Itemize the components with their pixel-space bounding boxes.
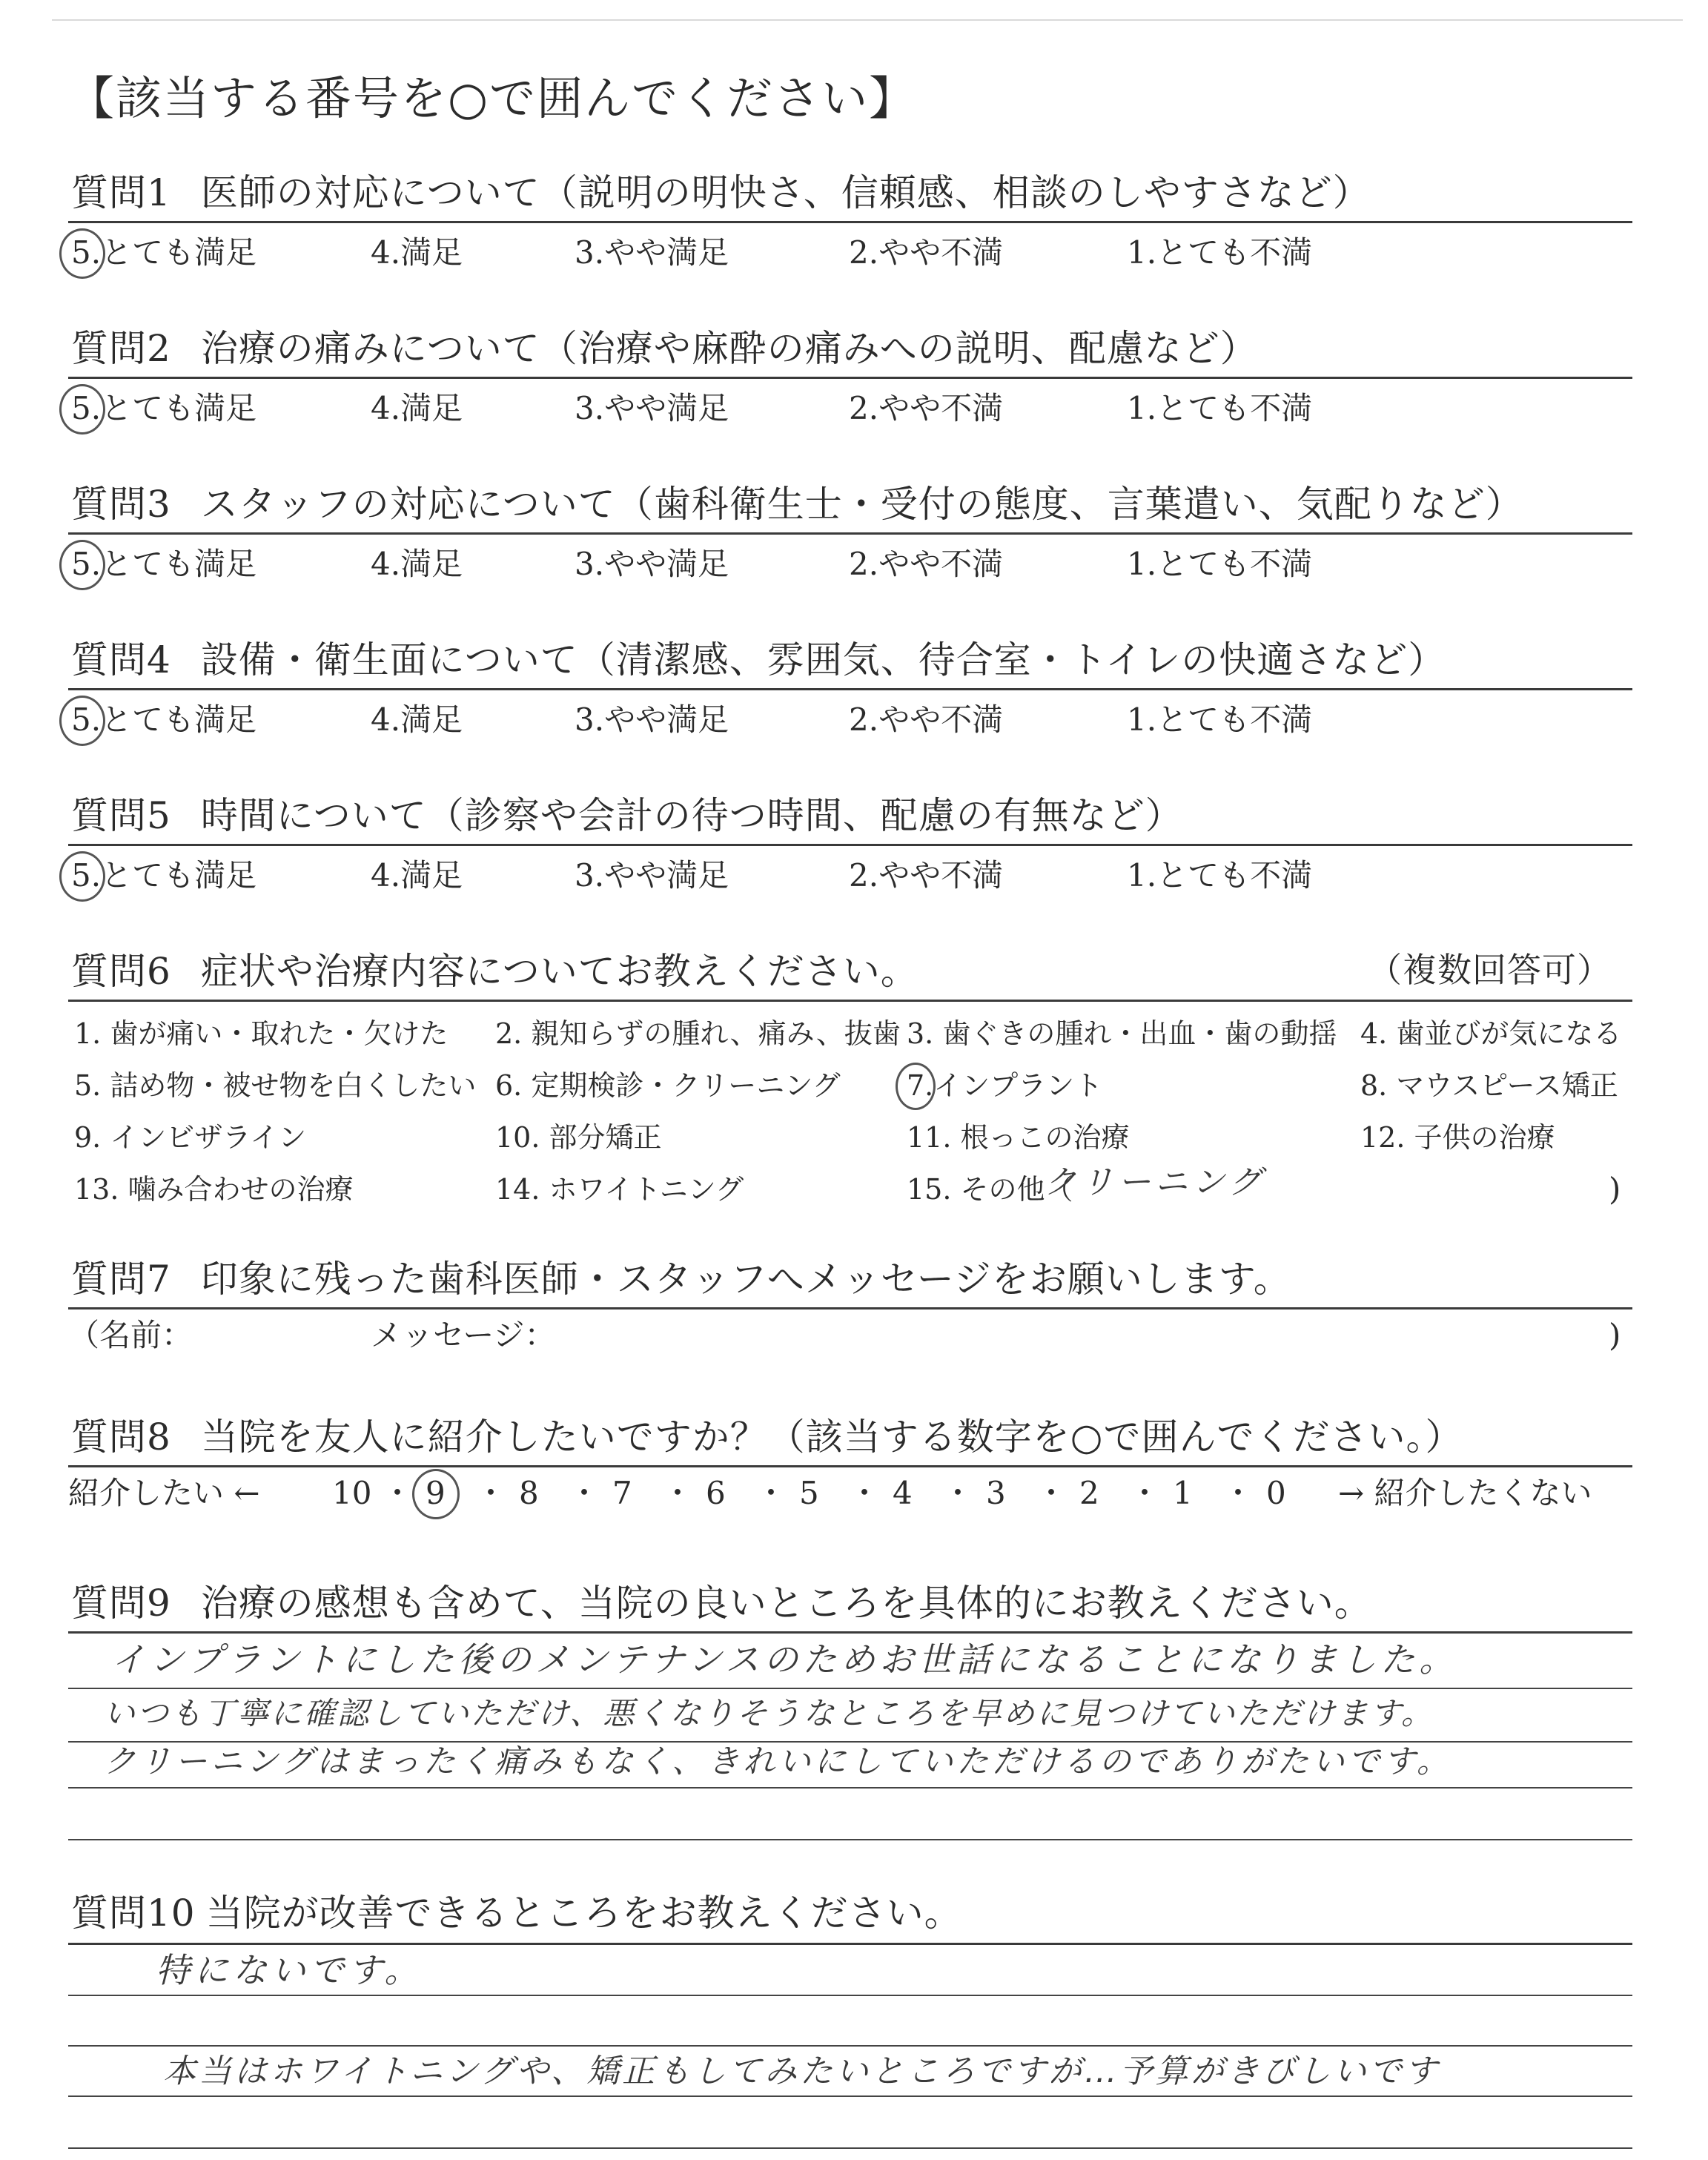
- q8-scale-3[interactable]: 3: [986, 1475, 1006, 1511]
- q4-option-5[interactable]: 5.とても満足: [71, 701, 257, 738]
- q9-number: 質問9: [71, 1582, 171, 1625]
- q1-option-5[interactable]: 5.とても満足: [71, 234, 257, 271]
- q6-option-8[interactable]: 8. マウスピース矯正: [1360, 1069, 1618, 1102]
- q1-rule: [68, 221, 1632, 223]
- q10-line-3: [68, 2095, 1632, 2097]
- q8-scale-8[interactable]: 8: [519, 1475, 539, 1511]
- q10-title: [71, 1892, 962, 1935]
- q10-answer-line-1: 特にないです。: [156, 1950, 423, 1990]
- q6-option-3[interactable]: 3. 歯ぐきの腫れ・出血・歯の動揺: [907, 1017, 1337, 1050]
- q10-rule: [68, 1943, 1632, 1945]
- q9-text: 治療の感想も含めて、当院の良いところを具体的にお教えください。: [200, 1582, 1372, 1625]
- q1-selected-circle: [59, 228, 105, 279]
- q6-option-5[interactable]: 5. 詰め物・被せ物を白くしたい: [74, 1069, 477, 1102]
- q8-scale-separator: ・: [942, 1475, 974, 1511]
- page-header: 【該当する番号を○で囲んでください】: [68, 71, 917, 125]
- q2-option-4[interactable]: 4.満足: [371, 390, 463, 426]
- q3-option-5[interactable]: 5.とても満足: [71, 546, 257, 582]
- q5-selected-circle: [59, 851, 105, 902]
- q1-title: [71, 171, 1371, 214]
- q2-option-2[interactable]: 2.やや不満: [849, 390, 1004, 426]
- q3-option-3[interactable]: 3.やや満足: [575, 546, 729, 582]
- q6-option-1[interactable]: 1. 歯が痛い・取れた・欠けた: [74, 1017, 448, 1050]
- q6-option-10[interactable]: 10. 部分矯正: [495, 1121, 662, 1154]
- q9-line-4: [68, 1839, 1632, 1840]
- q7-text: 印象に残った歯科医師・スタッフへメッセージをお願いします。: [200, 1258, 1291, 1301]
- q3-text: スタッフの対応について（歯科衛生士・受付の態度、言葉遣い、気配りなど）: [200, 483, 1523, 526]
- q8-scale-separator: ・: [849, 1475, 881, 1511]
- q7-name-label: （名前：: [68, 1317, 193, 1353]
- q8-scale-2[interactable]: 2: [1079, 1475, 1099, 1511]
- q2-selected-circle: [59, 384, 105, 435]
- q6-text: 症状や治療内容についてお教えください。: [200, 950, 918, 993]
- q6-other-handwritten: クリーニング: [1044, 1163, 1266, 1201]
- q6-option-12[interactable]: 12. 子供の治療: [1360, 1121, 1555, 1154]
- q3-option-4[interactable]: 4.満足: [371, 546, 463, 582]
- q9-answer-line-2: いつも丁寧に確認していただけ、悪くなりそうなところを早めに見つけていただけます。: [104, 1695, 1434, 1731]
- q8-number: 質問8: [71, 1416, 171, 1459]
- q6-note: （複数回答可）: [1368, 950, 1612, 990]
- q3-option-1[interactable]: 1.とても不満: [1127, 546, 1313, 582]
- q6-option-14[interactable]: 14. ホワイトニング: [495, 1173, 744, 1206]
- q9-answer-line-3: クリーニングはまったく痛みもなく、きれいにしていただけるのでありがたいです。: [104, 1743, 1452, 1780]
- q8-scale-9[interactable]: 9: [426, 1475, 446, 1511]
- q5-number: 質問5: [71, 794, 171, 837]
- q8-rule: [68, 1465, 1632, 1467]
- q6-option-7[interactable]: 7.インプラント: [907, 1069, 1103, 1102]
- q4-number: 質問4: [71, 638, 171, 681]
- q3-option-2[interactable]: 2.やや不満: [849, 546, 1004, 582]
- q6-option-6[interactable]: 6. 定期検診・クリーニング: [495, 1069, 841, 1102]
- q2-number: 質問2: [71, 327, 171, 370]
- q5-text: 時間について（診察や会計の待つ時間、配慮の有無など）: [200, 794, 1183, 837]
- q10-line-4: [68, 2147, 1632, 2149]
- q5-option-3[interactable]: 3.やや満足: [575, 857, 729, 894]
- q4-option-1[interactable]: 1.とても不満: [1127, 701, 1313, 738]
- q8-scale-4[interactable]: 4: [893, 1475, 913, 1511]
- q8-title: [71, 1416, 1463, 1459]
- q8-scale-10[interactable]: 10: [332, 1475, 372, 1511]
- q9-rule: [68, 1631, 1632, 1634]
- q10-line-2: [68, 2045, 1632, 2047]
- q9-title: [71, 1582, 1372, 1625]
- q8-scale-separator: ・: [569, 1475, 600, 1511]
- q7-message-label: メッセージ：: [371, 1317, 556, 1353]
- q9-answer-line-1: インプラントにした後のメンテナンスのためお世話になることになりました。: [111, 1639, 1458, 1680]
- q4-option-4[interactable]: 4.満足: [371, 701, 463, 738]
- q2-option-5[interactable]: 5.とても満足: [71, 390, 257, 426]
- q2-text: 治療の痛みについて（治療や麻酔の痛みへの説明、配慮など）: [200, 327, 1258, 370]
- q10-number: 質問10: [71, 1892, 196, 1935]
- q8-scale-6[interactable]: 6: [706, 1475, 726, 1511]
- q5-option-5[interactable]: 5.とても満足: [71, 857, 257, 894]
- q8-right-label: → 紹介したくない: [1338, 1475, 1592, 1511]
- q8-scale-separator: ・: [662, 1475, 694, 1511]
- q6-rule: [68, 1000, 1632, 1002]
- q6-option-11[interactable]: 11. 根っこの治療: [907, 1121, 1130, 1154]
- q5-title: [71, 794, 1183, 837]
- q4-title: [71, 638, 1446, 681]
- q4-selected-circle: [59, 696, 105, 746]
- q2-option-3[interactable]: 3.やや満足: [575, 390, 729, 426]
- q4-option-3[interactable]: 3.やや満足: [575, 701, 729, 738]
- q1-number: 質問1: [71, 171, 171, 214]
- q1-option-1[interactable]: 1.とても不満: [1127, 234, 1313, 271]
- q2-rule: [68, 377, 1632, 379]
- q8-scale-separator: ・: [1129, 1475, 1161, 1511]
- q1-option-4[interactable]: 4.満足: [371, 234, 463, 271]
- q6-option-9[interactable]: 9. インビザライン: [74, 1121, 307, 1154]
- q8-text: 当院を友人に紹介したいですか？（該当する数字を○で囲んでください。）: [200, 1416, 1463, 1459]
- q3-number: 質問3: [71, 483, 171, 526]
- q5-option-4[interactable]: 4.満足: [371, 857, 463, 894]
- q7-close-paren: ): [1609, 1317, 1621, 1353]
- q1-option-3[interactable]: 3.やや満足: [575, 234, 729, 271]
- q6-option-15[interactable]: 15. その他（: [907, 1173, 1073, 1206]
- q10-answer-line-2: 本当はホワイトニングや、矯正もしてみたいところですが…予算がきびしいです: [163, 2052, 1440, 2090]
- q8-scale-7[interactable]: 7: [612, 1475, 632, 1511]
- top-border: [52, 19, 1683, 21]
- q8-scale-1[interactable]: 1: [1173, 1475, 1193, 1511]
- q8-selected-circle: [412, 1469, 460, 1519]
- q4-text: 設備・衛生面について（清潔感、雰囲気、待合室・トイレの快適さなど）: [200, 638, 1446, 681]
- q5-option-1[interactable]: 1.とても不満: [1127, 857, 1313, 894]
- q10-text: 当院が改善できるところをお教えください。: [205, 1892, 962, 1935]
- q4-rule: [68, 688, 1632, 690]
- q6-other-close-paren: ): [1609, 1171, 1621, 1207]
- q3-rule: [68, 532, 1632, 535]
- q8-scale-separator: ・: [475, 1475, 507, 1511]
- q8-scale-separator: ・: [382, 1475, 414, 1511]
- q6-option-13[interactable]: 13. 噛み合わせの治療: [74, 1173, 354, 1206]
- q2-option-1[interactable]: 1.とても不満: [1127, 390, 1313, 426]
- q7-title: [71, 1258, 1291, 1301]
- q10-line-1: [68, 1995, 1632, 1996]
- q5-option-2[interactable]: 2.やや不満: [849, 857, 1004, 894]
- q9-line-3: [68, 1787, 1632, 1789]
- q6-title: [71, 950, 918, 993]
- q6-number: 質問6: [71, 950, 171, 993]
- q1-option-2[interactable]: 2.やや不満: [849, 234, 1004, 271]
- q7-number: 質問7: [71, 1258, 171, 1301]
- q5-rule: [68, 844, 1632, 846]
- q6-selected-circle: [896, 1063, 936, 1110]
- q3-title: [71, 483, 1523, 526]
- q8-scale-separator: ・: [1222, 1475, 1254, 1511]
- q8-left-label: 紹介したい ←: [68, 1475, 260, 1511]
- q2-title: [71, 327, 1258, 370]
- q6-option-4[interactable]: 4. 歯並びが気になる: [1360, 1017, 1622, 1050]
- q4-option-2[interactable]: 2.やや不満: [849, 701, 1004, 738]
- q8-scale-separator: ・: [755, 1475, 787, 1511]
- q9-line-2: [68, 1741, 1632, 1743]
- q7-rule: [68, 1307, 1632, 1309]
- q1-text: 医師の対応について（説明の明快さ、信頼感、相談のしやすさなど）: [200, 171, 1371, 214]
- q8-scale-5[interactable]: 5: [799, 1475, 819, 1511]
- q9-line-1: [68, 1688, 1632, 1689]
- q8-scale-separator: ・: [1036, 1475, 1068, 1511]
- q6-option-2[interactable]: 2. 親知らずの腫れ、痛み、抜歯: [495, 1017, 901, 1050]
- q3-selected-circle: [59, 540, 105, 590]
- q8-scale-0[interactable]: 0: [1266, 1475, 1286, 1511]
